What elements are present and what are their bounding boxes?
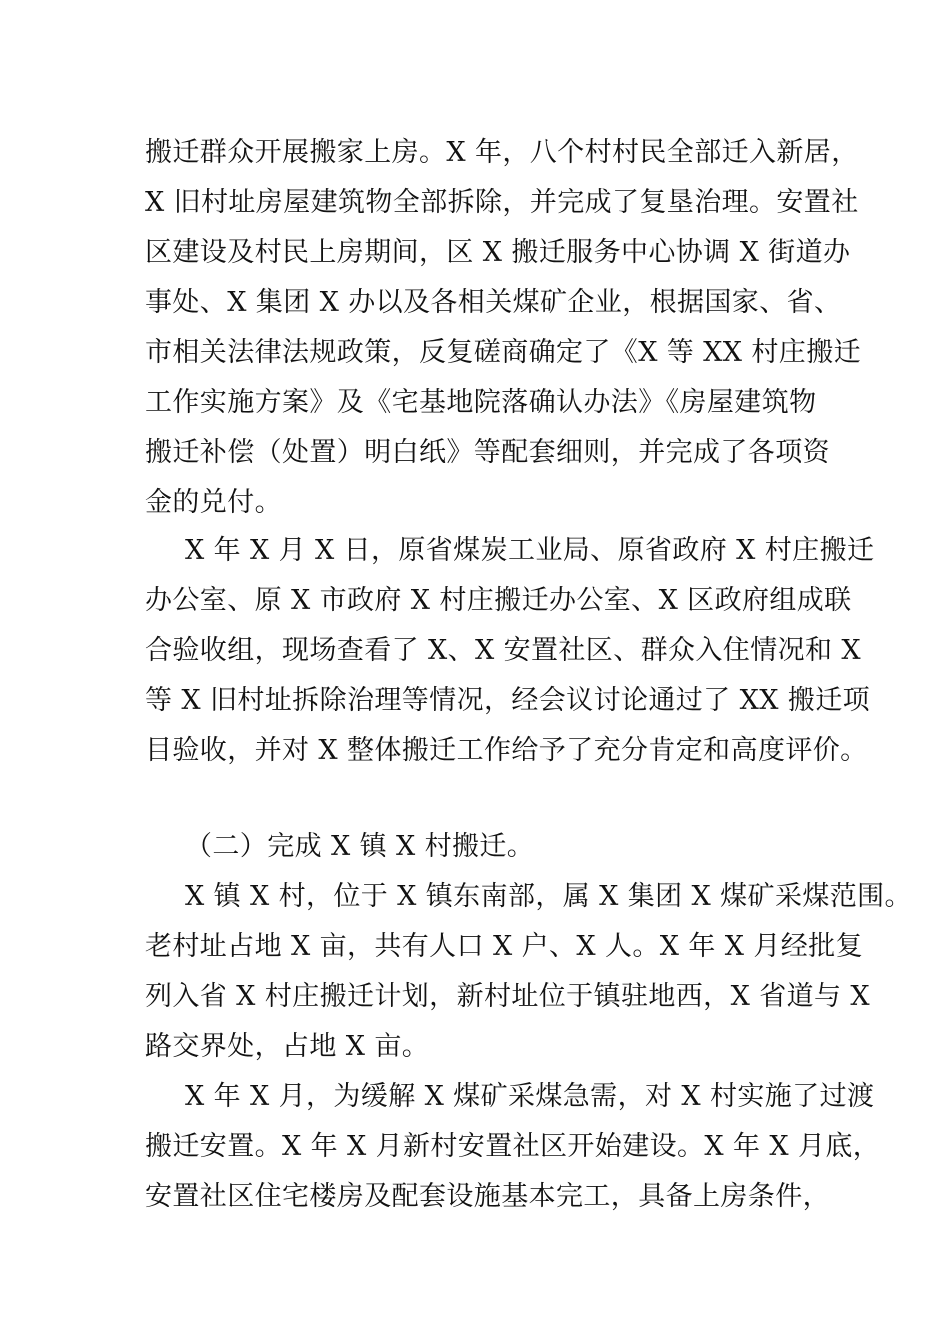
text-line: 区建设及村民上房期间，区 X 搬迁服务中心协调 X 街道办 bbox=[145, 237, 851, 268]
text-line: 路交界处，占地 X 亩。 bbox=[145, 1031, 430, 1062]
text-line: 搬迁补偿（处置）明白纸》等配套细则，并完成了各项资 bbox=[145, 437, 830, 468]
text-line: X 旧村址房屋建筑物全部拆除，并完成了复垦治理。安置社 bbox=[145, 187, 859, 218]
text-line: 老村址占地 X 亩，共有人口 X 户、X 人。X 年 X 月经批复 bbox=[145, 931, 863, 962]
text-line: 办公室、原 X 市政府 X 村庄搬迁办公室、X 区政府组成联 bbox=[145, 585, 852, 616]
text-line: 合验收组，现场查看了 X、X 安置社区、群众入住情况和 X bbox=[145, 635, 862, 666]
text-line: X 镇 X 村，位于 X 镇东南部，属 X 集团 X 煤矿采煤范围。 bbox=[185, 881, 912, 912]
text-line: 金的兑付。 bbox=[145, 487, 282, 518]
text-line: 搬迁安置。X 年 X 月新村安置社区开始建设。X 年 X 月底， bbox=[145, 1131, 881, 1162]
text-line: 事处、X 集团 X 办以及各相关煤矿企业，根据国家、省、 bbox=[145, 287, 842, 318]
section-heading: （二）完成 X 镇 X 村搬迁。 bbox=[185, 831, 535, 862]
text-line: X 年 X 月，为缓解 X 煤矿采煤急需，对 X 村实施了过渡 bbox=[185, 1081, 875, 1112]
text-line: 工作实施方案》及《宅基地院落确认办法》《房屋建筑物 bbox=[145, 387, 817, 418]
text-line: 市相关法律法规政策，反复磋商确定了《X 等 XX 村庄搬迁 bbox=[145, 337, 862, 368]
text-line: X 年 X 月 X 日，原省煤炭工业局、原省政府 X 村庄搬迁 bbox=[185, 535, 875, 566]
text-line: 目验收，并对 X 整体搬迁工作给予了充分肯定和高度评价。 bbox=[145, 735, 868, 766]
text-line: 列入省 X 村庄搬迁计划，新村址位于镇驻地西，X 省道与 X bbox=[145, 981, 870, 1012]
text-line: 搬迁群众开展搬家上房。X 年，八个村村民全部迁入新居， bbox=[145, 137, 859, 168]
text-line: 安置社区住宅楼房及配套设施基本完工，具备上房条件， bbox=[145, 1181, 830, 1212]
text-line: 等 X 旧村址拆除治理等情况，经会议讨论通过了 XX 搬迁项 bbox=[145, 685, 870, 716]
